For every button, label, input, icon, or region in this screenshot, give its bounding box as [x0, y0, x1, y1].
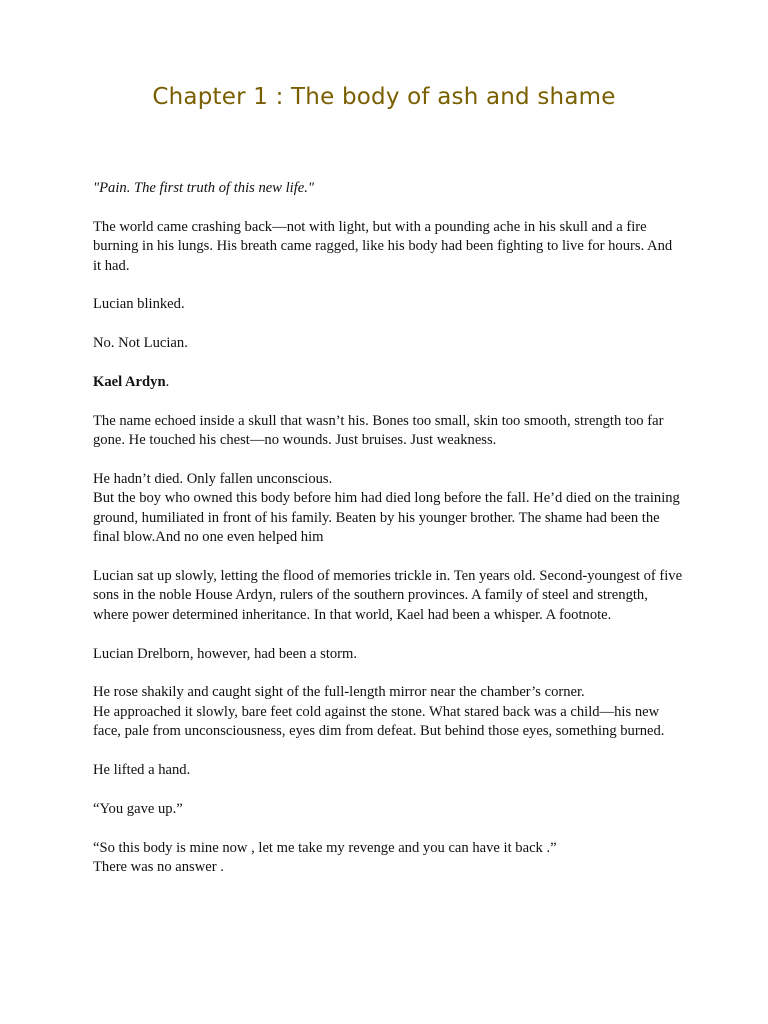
paragraph: “You gave up.”: [93, 800, 183, 817]
paragraph: The world came crashing back—not with light, but with a pounding ache in his skull and a fire burning in his lungs. His breath came ragged, like his body had been fighting to live for hours. And it had.: [93, 218, 673, 274]
paragraph: He approached it slowly, bare feet cold against the stone. What stared back was a child—his new face, pale from unconsciousness, eyes dim from defeat. But behind those eyes, something burned.: [93, 703, 665, 740]
paragraph: No. Not Lucian.: [93, 335, 188, 352]
character-name: Kael Ardyn: [93, 374, 166, 390]
paragraph: Lucian Drelborn, however, had been a storm.: [93, 645, 358, 662]
name-period: .: [165, 374, 170, 390]
chapter-body: [93, 179, 683, 897]
paragraph: Lucian sat up slowly, letting the flood of memories trickle in. Ten years old. Second-youngest of five sons in the noble House Ardyn, rulers of the southern provinces. A family of steel and strength, where power determined inheritance. In that world, Kael had been a whisper. A footnote.: [93, 568, 683, 623]
paragraph: The name echoed inside a skull that wasn’t his. Bones too small, skin too smooth, strength too far gone. He touched his chest—no wounds. Just bruises. Just weakness.: [93, 412, 664, 449]
chapter-title: Chapter 1 : The body of ash and shame: [152, 84, 616, 110]
paragraph-name: [93, 373, 683, 392]
paragraph: He lifted a hand.: [93, 762, 191, 779]
paragraph: Lucian blinked.: [93, 296, 185, 313]
paragraph: “So this body is mine now , let me take my revenge and you can have it back .”: [93, 839, 557, 856]
opening-quote: "Pain. The first truth of this new life.": [93, 180, 315, 196]
paragraph: He hadn’t died. Only fallen unconscious.: [93, 471, 333, 487]
paragraph: But the boy who owned this body before him had died long before the fall. He’d died on the training ground, humiliated in front of his family. Beaten by his younger brother. The shame had been the final blow.And no one even helped him: [93, 490, 680, 546]
paragraph: He rose shakily and caught sight of the full-length mirror near the chamber’s corner.: [93, 684, 585, 701]
paragraph: There was no answer .: [93, 859, 224, 876]
